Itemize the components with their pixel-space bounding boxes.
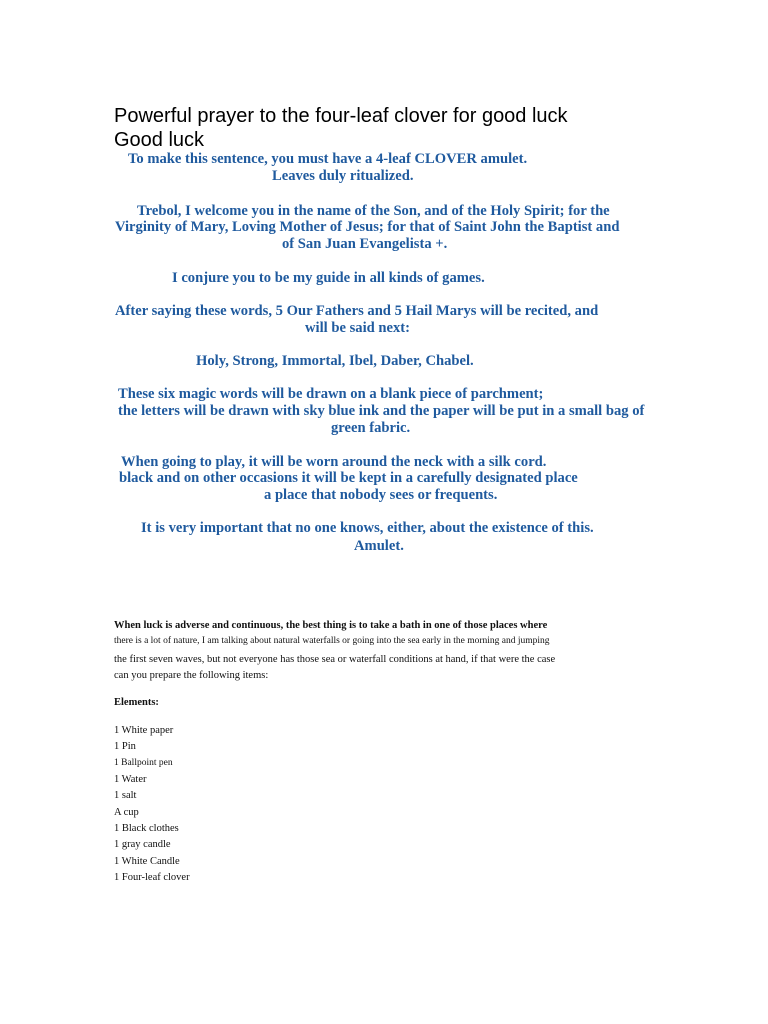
list-item: 1 Black clothes [114,823,179,834]
elements-heading: Elements: [114,697,159,708]
bath-intro-line: there is a lot of nature, I am talking about natural waterfalls or going into the sea early in the morning and jumping [114,636,550,646]
list-item: 1 White paper [114,725,174,736]
list-item: 1 Ballpoint pen [114,758,173,768]
magic-words-line: Holy, Strong, Immortal, Ibel, Daber, Chabel. [196,353,474,369]
prayer-line: It is very important that no one knows, either, about the existence of this. [141,520,594,536]
list-item: A cup [114,807,139,818]
prayer-line: After saying these words, 5 Our Fathers and 5 Hail Marys will be recited, and [115,303,599,319]
document-title: Powerful prayer to the four-leaf clover for good luck [114,105,568,127]
prayer-line: Amulet. [354,538,404,554]
prayer-line: will be said next: [305,320,410,336]
document-subtitle: Good luck [114,129,205,151]
prayer-line: These six magic words will be drawn on a blank piece of parchment; [118,386,544,402]
prayer-line: Leaves duly ritualized. [272,168,414,184]
prayer-line: a place that nobody sees or frequents. [264,487,498,503]
list-item: 1 salt [114,790,137,801]
prayer-line: black and on other occasions it will be kept in a carefully designated place [119,470,578,486]
list-item: 1 White Candle [114,856,180,867]
bath-intro-line: When luck is adverse and continuous, the best thing is to take a bath in one of those places where [114,620,548,631]
prayer-line: of San Juan Evangelista +. [282,236,448,252]
prayer-line: I conjure you to be my guide in all kinds of games. [172,270,485,286]
list-item: 1 gray candle [114,839,171,850]
list-item: 1 Four-leaf clover [114,872,190,883]
list-item: 1 Water [114,774,147,785]
prayer-line: green fabric. [331,420,411,436]
prayer-line: When going to play, it will be worn around the neck with a silk cord. [121,454,547,470]
list-item: 1 Pin [114,741,136,752]
prayer-line: To make this sentence, you must have a 4-leaf CLOVER amulet. [128,151,528,167]
bath-intro-line: the first seven waves, but not everyone has those sea or waterfall conditions at hand, if that were the case [114,654,556,665]
prayer-line: Trebol, I welcome you in the name of the Son, and of the Holy Spirit; for the [137,203,610,219]
bath-intro-line: can you prepare the following items: [114,670,269,681]
prayer-line: the letters will be drawn with sky blue ink and the paper will be put in a small bag of [118,403,645,419]
prayer-line: Virginity of Mary, Loving Mother of Jesus; for that of Saint John the Baptist and [115,219,620,235]
